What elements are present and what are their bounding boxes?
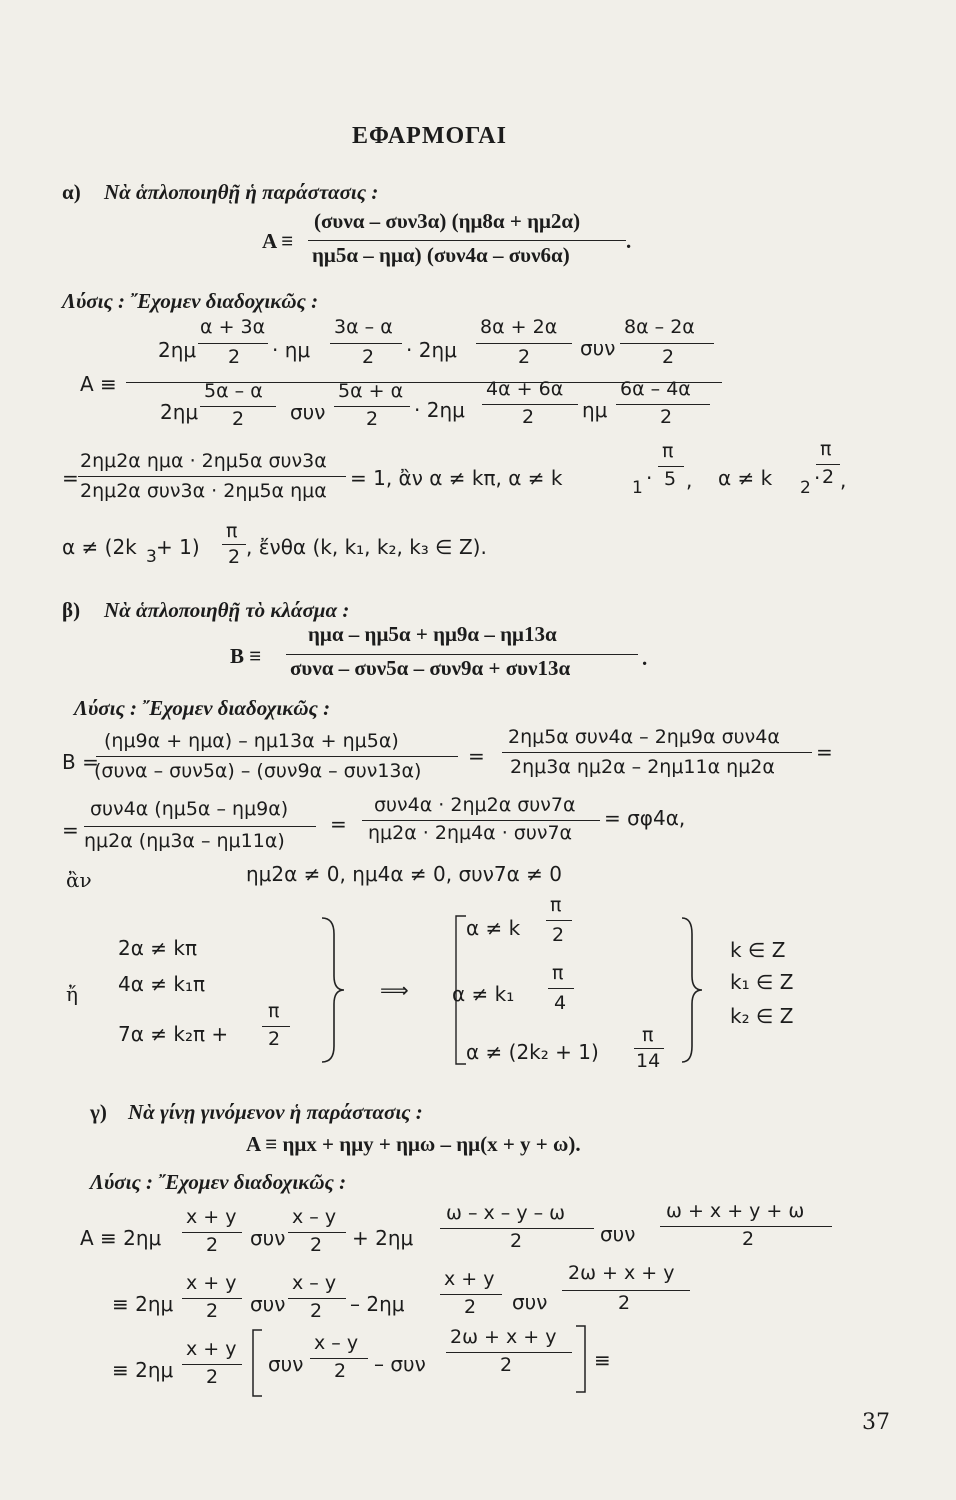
frac-bar [310, 1358, 368, 1359]
domain-3: k₂ ∈ Z [730, 1004, 794, 1028]
num-term: · ημ [272, 338, 311, 362]
c-line3-lhs: ≡ 2ημ [112, 1358, 174, 1382]
frac-den: 2 [206, 1366, 219, 1388]
cond-3: 7α ≠ k₂π + [118, 1022, 229, 1046]
frac-num: x + y [444, 1268, 495, 1290]
section-a-denominator: ημ5α – ημα) (συν4α – συν6α) [312, 243, 570, 267]
right-brace [678, 914, 708, 1066]
frac-den: 2 [228, 346, 241, 368]
page-title: ΕΦΑΡΜΟΓΑΙ [352, 123, 507, 149]
equals: = [468, 744, 485, 768]
frac-den: 2 [464, 1296, 477, 1318]
b-step1-num2: 2ημ5α συν4α – 2ημ9α συν4α [508, 726, 780, 748]
frac-den: 2 [500, 1354, 513, 1376]
step3-mid: + 1) [156, 535, 200, 559]
b-step1-den: (συνα – συν5α) – (συν9α – συν13α) [94, 760, 422, 782]
frac-bar [198, 343, 268, 344]
den-term: · 2ημ [414, 398, 465, 422]
cond-text: ημ2α ≠ 0, ημ4α ≠ 0, συν7α ≠ 0 [246, 862, 562, 886]
den: 14 [636, 1050, 661, 1072]
frac-bar [262, 1026, 290, 1027]
section-a-solution-label: Λύσις : ῎Εχομεν διαδοχικῶς : [62, 289, 319, 313]
frac-den: 2 [518, 346, 531, 368]
frac-den: 2 [334, 1360, 347, 1382]
b-step2-num: συν4α (ημ5α – ημ9α) [90, 798, 289, 820]
cond-alpha: α ≠ k [718, 466, 773, 490]
frac-den: 2 [522, 406, 535, 428]
den: 2 [552, 924, 565, 946]
frac-den: 2 [618, 1292, 631, 1314]
comma: , [840, 468, 847, 492]
pi: π [268, 1000, 280, 1022]
page-number: 37 [862, 1410, 890, 1435]
subscript: 1 [632, 478, 643, 498]
frac-bar [96, 756, 458, 757]
b-step1-lhs: B = [62, 750, 99, 774]
or-word: ἤ [66, 982, 78, 1006]
left-bracket [250, 1328, 264, 1398]
frac-bar [546, 920, 572, 921]
domain-1: k ∈ Z [730, 938, 786, 962]
c-line2-lhs: ≡ 2ημ [112, 1292, 174, 1316]
two: 2 [822, 466, 835, 488]
cos: συν [512, 1290, 548, 1314]
frac-bar [362, 820, 600, 821]
two: 2 [268, 1028, 281, 1050]
frac-bar [182, 1232, 242, 1233]
frac-den: 2 [206, 1300, 219, 1322]
pi: π [552, 962, 564, 984]
dot: · [814, 466, 821, 490]
b-step2-den2: ημ2α · 2ημ4α · συν7α [368, 822, 573, 844]
step1-lhs: A ≡ [80, 372, 117, 396]
frac-num: x + y [186, 1272, 237, 1294]
den-term: 2ημ [160, 400, 199, 424]
frac-bar [288, 1298, 346, 1299]
left-brace [318, 914, 348, 1066]
frac-den: 2 [310, 1234, 323, 1256]
frac-den: 2 [362, 346, 375, 368]
step2-result: = 1, ἂν α ≠ kπ, α ≠ k [350, 466, 563, 490]
frac-num: x + y [186, 1338, 237, 1360]
frac-den: 2 [510, 1230, 523, 1252]
equals: = [62, 818, 79, 842]
num-term: · 2ημ [406, 338, 457, 362]
equals: = [816, 740, 833, 764]
frac-bar [182, 1298, 242, 1299]
frac-den: 2 [206, 1234, 219, 1256]
fraction-bar [308, 240, 626, 241]
frac-bar [334, 406, 410, 407]
section-a-prompt: Νὰ ἁπλοποιηθῇ ἡ παράστασις : [104, 180, 379, 204]
five: 5 [664, 468, 677, 490]
cos: συν [268, 1352, 304, 1376]
frac-bar [446, 1352, 572, 1353]
minus-sin: – 2ημ [350, 1292, 405, 1316]
section-b-denominator: συνα – συν5α – συν9α + συν13α [290, 656, 571, 680]
section-a-label: α) [62, 180, 81, 204]
b-step2-result: = σφ4α, [604, 806, 686, 830]
step2-numerator: 2ημ2α ημα · 2ημ5α συν3α [80, 450, 327, 472]
subscript: 2 [800, 478, 811, 498]
frac-bar [502, 752, 812, 753]
frac-num: 8α + 2α [480, 316, 558, 338]
pi: π [550, 894, 562, 916]
frac-num: 5α + α [338, 380, 404, 402]
plus-sin: + 2ημ [352, 1226, 414, 1250]
frac-bar [84, 826, 316, 827]
frac-num: α + 3α [200, 316, 266, 338]
frac-bar [440, 1228, 594, 1229]
frac-num: x + y [186, 1206, 237, 1228]
frac-bar [562, 1290, 690, 1291]
frac-bar [634, 1048, 664, 1049]
equals: = [62, 466, 79, 490]
frac-bar [78, 476, 346, 477]
implies-arrow: ⟹ [380, 978, 409, 1002]
den-term: ημ [582, 398, 608, 422]
section-b-solution-label: Λύσις : ῎Εχομεν διαδοχικῶς : [74, 696, 331, 720]
frac-bar [482, 404, 578, 405]
c-line1-lhs: A ≡ 2ημ [80, 1226, 162, 1250]
result-1: α ≠ k [466, 916, 521, 940]
period: . [642, 646, 648, 670]
period: . [626, 229, 632, 253]
frac-num: 2ω + x + y [568, 1262, 675, 1284]
frac-bar [288, 1232, 346, 1233]
frac-num: x – y [292, 1206, 337, 1228]
den: 4 [554, 992, 567, 1014]
den-term: συν [290, 400, 326, 424]
num-term: 2ημ [158, 338, 197, 362]
frac-num: x – y [314, 1332, 359, 1354]
section-b-numerator: ημα – ημ5α + ημ9α – ημ13α [308, 622, 557, 646]
frac-bar [816, 464, 840, 465]
equals: = [330, 812, 347, 836]
frac-num: ω + x + y + ω [666, 1200, 805, 1222]
section-b-label: β) [62, 598, 81, 622]
frac-num: 5α – α [204, 380, 263, 402]
frac-num: ω – x – y – ω [446, 1202, 566, 1224]
frac-den: 2 [232, 408, 245, 430]
step3-pre: α ≠ (2k [62, 535, 137, 559]
frac-bar [476, 343, 572, 344]
frac-den: 2 [742, 1228, 755, 1250]
frac-bar [440, 1294, 502, 1295]
step3-post: , ἔνθα (k, k₁, k₂, k₃ ∈ Z). [246, 535, 487, 559]
minus-cos: – συν [374, 1352, 426, 1376]
frac-bar [660, 1226, 832, 1227]
b-step1-num: (ημ9α + ημα) – ημ13α + ημ5α) [104, 730, 399, 752]
frac-bar [222, 544, 246, 545]
result-2: α ≠ k₁ [452, 982, 515, 1006]
section-b-prompt: Νὰ ἁπλοποιηθῇ τὸ κλάσμα : [104, 598, 350, 622]
frac-bar [658, 466, 684, 467]
section-c-label: γ) [90, 1100, 107, 1124]
num-term: συν [580, 336, 616, 360]
pi: π [226, 520, 238, 542]
cond-an: ἂν [66, 868, 92, 892]
section-b-lhs: B ≡ [230, 644, 262, 668]
frac-num: 8α – 2α [624, 316, 695, 338]
frac-bar [182, 1364, 242, 1365]
b-step2-num2: συν4α · 2ημ2α συν7α [374, 794, 576, 816]
pi: π [642, 1024, 654, 1046]
frac-num: 2ω + x + y [450, 1326, 557, 1348]
b-step1-den2: 2ημ3α ημ2α – 2ημ11α ημ2α [510, 756, 775, 778]
result-3: α ≠ (2k₂ + 1) [466, 1040, 599, 1064]
frac-num: x – y [292, 1272, 337, 1294]
fraction-bar [286, 654, 638, 655]
comma: , [686, 468, 693, 492]
cos: συν [250, 1226, 286, 1250]
two: 2 [228, 546, 241, 568]
domain-2: k₁ ∈ Z [730, 970, 794, 994]
frac-bar [616, 404, 710, 405]
step2-denominator: 2ημ2α συν3α · 2ημ5α ημα [80, 480, 327, 502]
frac-bar [200, 406, 276, 407]
frac-num: 3α – α [334, 316, 393, 338]
frac-den: 2 [660, 406, 673, 428]
frac-den: 2 [366, 408, 379, 430]
dot: · [646, 466, 653, 490]
frac-num: 4α + 6α [486, 378, 564, 400]
b-step2-den: ημ2α (ημ3α – ημ11α) [84, 830, 285, 852]
frac-den: 2 [310, 1300, 323, 1322]
pi: π [662, 440, 674, 462]
subscript: 3 [146, 547, 157, 567]
cond-1: 2α ≠ kπ [118, 936, 198, 960]
frac-bar [330, 343, 402, 344]
frac-bar [620, 343, 714, 344]
cos: συν [600, 1222, 636, 1246]
right-bracket [574, 1324, 588, 1394]
frac-den: 2 [662, 346, 675, 368]
section-c-solution-label: Λύσις : ῎Εχομεν διαδοχικῶς : [90, 1170, 347, 1194]
section-c-expression: A ≡ ημx + ημy + ημω – ημ(x + y + ω). [246, 1132, 581, 1156]
pi: π [820, 438, 832, 460]
frac-num: 6α – 4α [620, 378, 691, 400]
cos: συν [250, 1292, 286, 1316]
section-a-lhs: A ≡ [262, 229, 294, 253]
cond-2: 4α ≠ k₁π [118, 972, 206, 996]
c-line3-end: ≡ [594, 1348, 611, 1372]
frac-bar [548, 988, 574, 989]
section-c-prompt: Νὰ γίνῃ γινόμενον ἡ παράστασις : [128, 1100, 423, 1124]
section-a-numerator: (συνα – συν3α) (ημ8α + ημ2α) [314, 209, 581, 233]
